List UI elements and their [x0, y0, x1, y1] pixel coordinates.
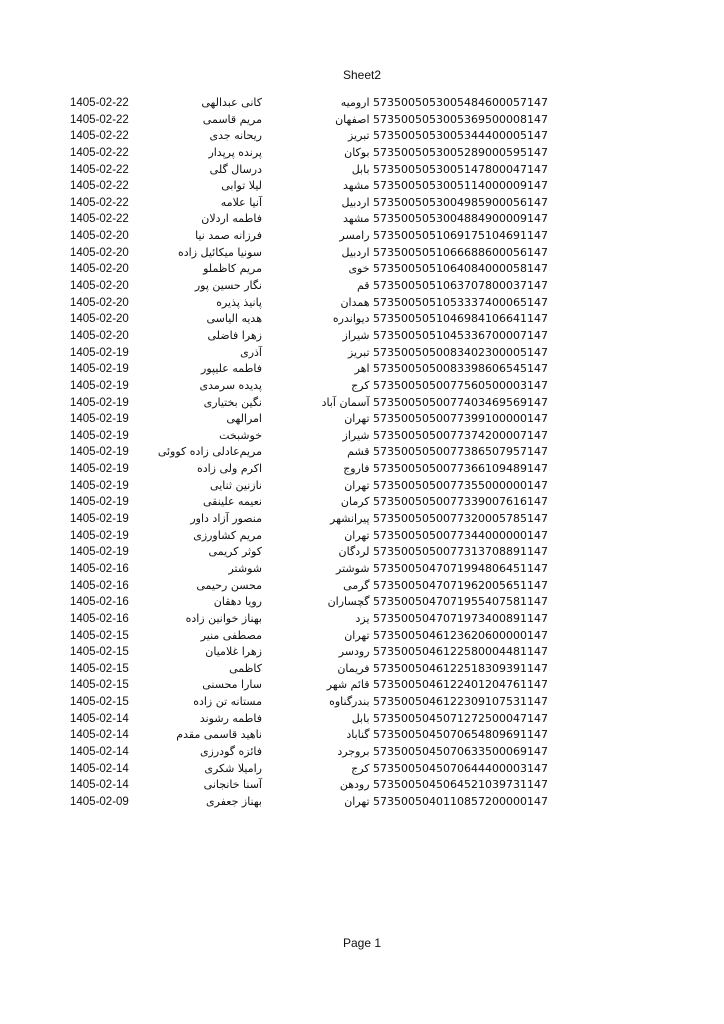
code-city-cell: 5735005047071994806451147 شوشتر — [336, 561, 548, 575]
date-cell: 1405-02-19 — [70, 346, 129, 359]
name-cell: لیلا توابی — [221, 179, 262, 193]
code-city-cell: 5735005051063707800037147 قم — [356, 279, 548, 293]
date-cell: 1405-02-19 — [70, 446, 129, 459]
table-row — [0, 311, 724, 328]
date-cell: 1405-02-16 — [70, 562, 129, 575]
table-row — [0, 761, 724, 778]
code-city-cell: 5735005046123620600000147 تهران — [344, 628, 548, 642]
code-city-cell: 5735005045064521039731147 رودهن — [339, 778, 548, 792]
date-cell: 1405-02-19 — [70, 546, 129, 559]
table-row — [0, 644, 724, 661]
table-row — [0, 95, 724, 112]
name-cell: فاطمه علیپور — [201, 362, 262, 376]
table-row — [0, 411, 724, 428]
table-row — [0, 328, 724, 345]
name-cell: رویا دهقان — [213, 595, 262, 609]
table-row — [0, 128, 724, 145]
code-city-cell: 5735005050077355000000147 تهران — [344, 478, 548, 492]
table-row — [0, 261, 724, 278]
table-row — [0, 361, 724, 378]
name-cell: فاطمه رشوند — [199, 711, 262, 725]
table-row — [0, 744, 724, 761]
date-cell: 1405-02-19 — [70, 429, 129, 442]
name-cell: کاظمی — [229, 661, 262, 675]
name-cell: خوشبخت — [219, 428, 262, 442]
table-row — [0, 777, 724, 794]
date-cell: 1405-02-22 — [70, 97, 129, 109]
code-city-cell: 5735005046122309107531147 بندرگناوه — [329, 695, 548, 709]
code-city-cell: 5735005045070654809691147 گناباد — [346, 728, 548, 742]
date-cell: 1405-02-19 — [70, 496, 129, 509]
date-cell: 1405-02-22 — [70, 196, 129, 209]
code-city-cell: 5735005040110857200000147 تهران — [344, 794, 548, 808]
date-cell: 1405-02-22 — [70, 213, 129, 226]
code-city-cell: 5735005053004884900009147 مشهد — [342, 212, 548, 226]
table-row — [0, 478, 724, 495]
table-row — [0, 511, 724, 528]
code-city-cell: 5735005047071955407581147 گچساران — [327, 595, 548, 609]
date-cell: 1405-02-16 — [70, 579, 129, 592]
table-row — [0, 578, 724, 595]
table-row — [0, 295, 724, 312]
date-cell: 1405-02-20 — [70, 263, 129, 276]
code-city-cell: 5735005047071962005651147 گرمی — [343, 578, 548, 592]
code-city-cell: 5735005050077403469569147 آسمان آباد — [321, 395, 548, 409]
name-cell: زهرا فاضلی — [207, 328, 262, 342]
table-row — [0, 727, 724, 744]
code-city-cell: 5735005050077344000000147 تهران — [344, 528, 548, 542]
table-row — [0, 195, 724, 212]
date-cell: 1405-02-19 — [70, 479, 129, 492]
name-cell: مریم قاسمی — [202, 112, 262, 126]
name-cell: کوثر کریمی — [208, 545, 262, 559]
code-city-cell: 5735005053004985900056147 اردبیل — [341, 195, 548, 209]
date-cell: 1405-02-19 — [70, 413, 129, 426]
name-cell: مریم کاظملو — [203, 262, 262, 276]
name-cell: کانی عبدالهی — [201, 96, 262, 109]
table-row — [0, 628, 724, 645]
table-row — [0, 711, 724, 728]
table-row — [0, 162, 724, 179]
name-cell: ریحانه جدی — [209, 129, 262, 143]
table-row — [0, 611, 724, 628]
table-row — [0, 378, 724, 395]
table-row — [0, 661, 724, 678]
code-city-cell: 5735005050077339007616147 کرمان — [340, 495, 548, 509]
name-cell: آسنا خانجانی — [203, 778, 262, 792]
date-cell: 1405-02-20 — [70, 280, 129, 293]
name-cell: نگار حسین پور — [194, 279, 262, 293]
date-cell: 1405-02-22 — [70, 146, 129, 159]
date-cell: 1405-02-14 — [70, 729, 129, 742]
table-row — [0, 594, 724, 611]
code-city-cell: 5735005050077320005785147 پیرانشهر — [330, 512, 548, 526]
code-city-cell: 5735005045071272500047147 بابل — [351, 711, 548, 725]
date-cell: 1405-02-19 — [70, 363, 129, 376]
date-cell: 1405-02-19 — [70, 529, 129, 542]
table-row — [0, 794, 724, 811]
code-city-cell: 5735005050077560500003147 کرج — [351, 378, 548, 392]
date-cell: 1405-02-14 — [70, 779, 129, 792]
date-cell: 1405-02-19 — [70, 396, 129, 409]
date-cell: 1405-02-20 — [70, 296, 129, 309]
date-cell: 1405-02-19 — [70, 379, 129, 392]
code-city-cell: 5735005051053337400065147 همدان — [340, 295, 548, 309]
name-cell: پرنده پرپدار — [208, 145, 262, 159]
date-cell: 1405-02-20 — [70, 329, 129, 342]
name-cell: آذری — [240, 345, 262, 359]
name-cell: مریم‌عادلی زاده کووئی — [157, 445, 262, 459]
code-city-cell: 5735005046122401204761147 قائم شهر — [326, 678, 548, 692]
code-city-cell: 5735005050077399100000147 تهران — [344, 412, 548, 426]
date-cell: 1405-02-22 — [70, 113, 129, 126]
date-cell: 1405-02-20 — [70, 313, 129, 326]
code-city-cell: 5735005053005484600057147 ارومیه — [340, 96, 548, 109]
table-row — [0, 528, 724, 545]
sheet-title: Sheet2 — [342, 68, 382, 82]
name-cell: آنیا علامه — [220, 195, 262, 209]
code-city-cell: 5735005051046984106641147 دیواندره — [332, 312, 548, 326]
name-cell: بهناز جعفری — [206, 794, 262, 808]
name-cell: فاطمه اردلان — [201, 212, 262, 226]
name-cell: منصور آزاد داور — [190, 512, 262, 526]
name-cell: فرزانه صمد نیا — [195, 229, 262, 243]
code-city-cell: 5735005050077386507957147 قشم — [347, 445, 548, 459]
date-cell: 1405-02-22 — [70, 130, 129, 143]
table-row — [0, 428, 724, 445]
code-city-cell: 5735005053005369500008147 اصفهان — [335, 112, 548, 126]
date-cell: 1405-02-20 — [70, 230, 129, 243]
table-row — [0, 112, 724, 129]
code-city-cell: 5735005051069175104691147 رامسر — [339, 229, 548, 243]
table-row — [0, 694, 724, 711]
table-row — [0, 145, 724, 162]
table-row — [0, 494, 724, 511]
table-row — [0, 561, 724, 578]
code-city-cell: 5735005053005289000595147 بوکان — [344, 145, 548, 159]
name-cell: سونیا میکائیل زاده — [177, 245, 262, 259]
table-row — [0, 345, 724, 362]
name-cell: زهرا غلامیان — [205, 645, 262, 659]
name-cell: پانیذ پذیره — [216, 295, 262, 309]
date-cell: 1405-02-15 — [70, 662, 129, 675]
date-cell: 1405-02-16 — [70, 612, 129, 625]
table-row — [0, 245, 724, 262]
date-cell: 1405-02-14 — [70, 745, 129, 758]
name-cell: نعیمه علینقی — [202, 495, 262, 509]
name-cell: رامیلا شکری — [204, 761, 262, 775]
name-cell: سارا محسنی — [202, 678, 262, 692]
date-cell: 1405-02-15 — [70, 679, 129, 692]
code-city-cell: 5735005051066688600056147 اردبیل — [341, 245, 548, 259]
code-city-cell: 5735005050077374200007147 شیراز — [342, 428, 548, 442]
name-cell: فائزه گودرزی — [199, 744, 262, 758]
date-cell: 1405-02-22 — [70, 180, 129, 193]
date-cell: 1405-02-19 — [70, 463, 129, 476]
name-cell: نگین بختیاری — [203, 395, 262, 409]
date-cell: 1405-02-14 — [70, 712, 129, 725]
table-row — [0, 461, 724, 478]
table-row — [0, 211, 724, 228]
code-city-cell: 5735005053005147800047147 بابل — [351, 162, 548, 176]
table-row — [0, 444, 724, 461]
code-city-cell: 5735005045070633500069147 بروجرد — [337, 744, 548, 758]
code-city-cell: 5735005051064084000058147 خوی — [348, 262, 548, 276]
date-cell: 1405-02-19 — [70, 513, 129, 526]
table-row — [0, 395, 724, 412]
code-city-cell: 5735005050083402300005147 تبریز — [347, 345, 548, 359]
name-cell: ناهید قاسمی مقدم — [176, 728, 262, 742]
code-city-cell: 5735005045070644400003147 کرج — [351, 761, 548, 775]
code-city-cell: 5735005053005114000009147 مشهد — [342, 179, 548, 193]
data-table — [0, 95, 724, 811]
code-city-cell: 5735005046122580004481147 رودسر — [338, 645, 548, 659]
code-city-cell: 5735005053005344400005147 تبریز — [347, 129, 548, 143]
date-cell: 1405-02-15 — [70, 646, 129, 659]
date-cell: 1405-02-15 — [70, 629, 129, 642]
date-cell: 1405-02-22 — [70, 163, 129, 176]
date-cell: 1405-02-16 — [70, 596, 129, 609]
name-cell: درسال گلی — [209, 162, 262, 176]
name-cell: مریم کشاورزی — [193, 528, 262, 542]
name-cell: محسن رحیمی — [196, 578, 262, 592]
table-row — [0, 228, 724, 245]
code-city-cell: 5735005050077366109489147 فاروج — [343, 462, 548, 476]
table-row — [0, 178, 724, 195]
name-cell: مستانه تن زاده — [193, 695, 262, 709]
name-cell: بهناز خوانین زاده — [185, 611, 262, 625]
name-cell: شوشتر — [228, 561, 262, 575]
date-cell: 1405-02-09 — [70, 795, 129, 808]
date-cell: 1405-02-14 — [70, 762, 129, 775]
code-city-cell: 5735005050083398606545147 اهر — [354, 362, 548, 376]
code-city-cell: 5735005050077313708891147 لردگان — [338, 545, 548, 559]
date-cell: 1405-02-15 — [70, 696, 129, 709]
date-cell: 1405-02-20 — [70, 246, 129, 259]
name-cell: اکرم ولی زاده — [196, 462, 262, 476]
name-cell: هدیه الیاسی — [206, 312, 262, 326]
table-row — [0, 544, 724, 561]
code-city-cell: 5735005047071973400891147 یزد — [355, 611, 548, 625]
code-city-cell: 5735005046122518309391147 فریمان — [337, 661, 548, 675]
name-cell: امرالهی — [226, 412, 262, 426]
code-city-cell: 5735005051045336700007147 شیراز — [342, 328, 548, 342]
table-row — [0, 677, 724, 694]
name-cell: مصطفی منیر — [200, 628, 262, 642]
table-row — [0, 278, 724, 295]
name-cell: پدیده سرمدی — [199, 378, 262, 392]
name-cell: نازنین ثنایی — [210, 478, 262, 492]
page-number: Page 1 — [342, 936, 382, 950]
